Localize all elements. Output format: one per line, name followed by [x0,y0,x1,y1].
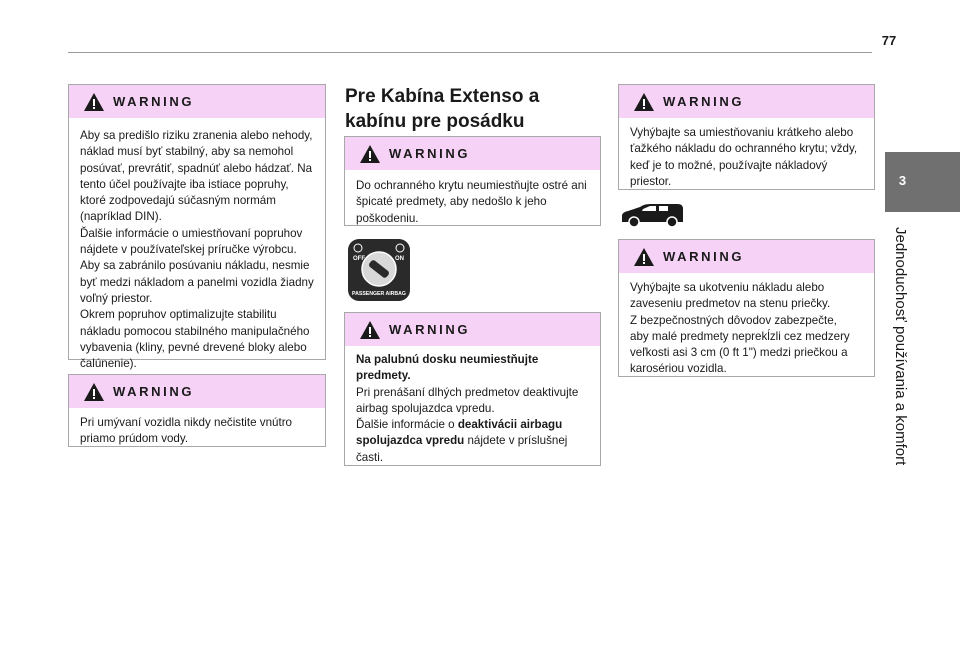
warning-header [345,137,600,170]
heading-line: kabínu pre posádku [345,111,525,132]
warning-box-load-placement [618,84,875,190]
switch-off-label: OFF [353,256,365,262]
warning-label: WARNING [389,146,471,161]
passenger-airbag-switch-icon [347,238,411,302]
text-line: tento účel používajte iba istiace popruhy, [80,177,289,191]
text-line: náklad musí byť stabilný, aby sa nemohol [80,145,294,159]
warning-triangle-icon [359,320,381,340]
warning-box-partition [618,239,875,377]
warning-text [345,170,600,227]
page-number: 77 [881,33,897,48]
text-line: zaveseniu predmetov na stenu priečky. [630,297,831,311]
text-line: čalúnenie). [80,357,137,371]
text-line: byť medzi nákladom a panelmi vozidla žiadny [80,275,314,289]
warning-triangle-icon [633,92,655,112]
warning-label: WARNING [663,249,745,264]
text-line: ťažkého nákladu do ochranného krytu; vždy, [630,142,858,156]
text-line: Aby sa predišlo riziku zranenia alebo nehody, [80,129,313,142]
text-line: voľný priestor. [80,291,153,305]
chapter-title-container [880,227,924,527]
warning-text [619,118,874,190]
chapter-number: 3 [898,173,907,188]
warning-box-protective-cover [344,136,601,226]
text-line: nájdete v používateľskej príručke výrobcu. [80,243,297,257]
text-line: aby malé predmety neprekĺzli cez medzery [630,329,850,343]
text-line: priamo prúdom vody. [80,432,189,446]
text-line: veľkosti asi 3 cm (0 ft 1") medzi priečkou a [630,346,848,360]
text-line: karosériou vozidla. [630,362,727,376]
warning-header [69,85,325,118]
text-line: keď je to možné, používajte nákladový [630,158,828,172]
section-heading [345,84,539,134]
switch-on-label: ON [395,256,404,262]
warning-header [345,313,600,346]
text-line: Z bezpečnostných dôvodov zabezpečte, [630,313,837,327]
van-icon [620,200,686,228]
warning-box-cargo-stability [68,84,326,371]
text-line: Pri prenášaní dlhých predmetov deaktivujte [356,385,579,399]
chapter-title: Jednoduchosť používania a komfort [892,227,909,466]
warning-text [345,346,600,466]
text-line: vybavenia (kliny, pevné drevené bloky alebo [80,340,307,354]
text-line: Ďalšie informácie o umiestňovaní popruhov [80,226,303,240]
text-line: Aby sa zabránilo posúvaniu nákladu, nesmie [80,259,310,273]
warning-box-dashboard-objects [344,312,601,466]
text-line: Pri umývaní vozidla nikdy nečistite vnútro [80,416,292,429]
warning-triangle-icon [83,92,105,112]
text-line: Okrem popruhov optimalizujte stabilitu [80,308,277,322]
warning-label: WARNING [113,94,195,109]
warning-text [619,273,874,378]
text-line: Vyhýbajte sa umiestňovaniu krátkeho alebo [630,126,854,139]
text-line: ktoré zodpovedajú súčasným normám [80,194,276,208]
text-line: časti. [356,450,384,464]
warning-triangle-icon [633,247,655,267]
text-line: Vyhýbajte sa ukotveniu nákladu alebo [630,281,825,294]
warning-header [619,85,874,118]
warning-label: WARNING [113,384,195,399]
warning-box-washing [68,374,326,447]
text-fragment: nájdete v príslušnej [464,434,568,448]
warning-triangle-icon [359,144,381,164]
warning-label: WARNING [389,322,471,337]
heading-line: Pre Kabína Extenso a [345,86,540,107]
bold-text: Na palubnú dosku neumiestňujte [356,353,539,366]
warning-triangle-icon [83,382,105,402]
text-line: posúvať, prevrátiť, spadnúť alebo hádzať. Na [80,161,313,175]
text-line: (napríklad DIN). [80,210,162,224]
text-fragment: Ďalšie informácie o [356,418,458,432]
warning-header [69,375,325,408]
warning-label: WARNING [663,94,745,109]
text-line: poškodeniu. [356,211,419,225]
warning-header [619,240,874,273]
chapter-tab[interactable] [885,152,960,212]
airbag-deactivation-reference[interactable]: spolujazdca vpredu [356,434,465,448]
bold-text: predmety. [356,369,411,383]
text-line: Do ochranného krytu neumiestňujte ostré ani [356,179,587,192]
warning-text [69,408,325,448]
text-line: priestor. [630,174,672,188]
text-line: špicaté predmety, aby nedošlo k jeho [356,195,547,209]
text-line: nákladu pomocou stabilného manipulačného [80,324,310,338]
warning-text [69,118,325,372]
text-line: airbag spolujazdca vpredu. [356,401,495,415]
switch-caption: PASSENGER AIRBAG [352,291,406,297]
header-rule [68,52,872,53]
airbag-deactivation-reference[interactable]: deaktivácii airbagu [457,418,563,432]
